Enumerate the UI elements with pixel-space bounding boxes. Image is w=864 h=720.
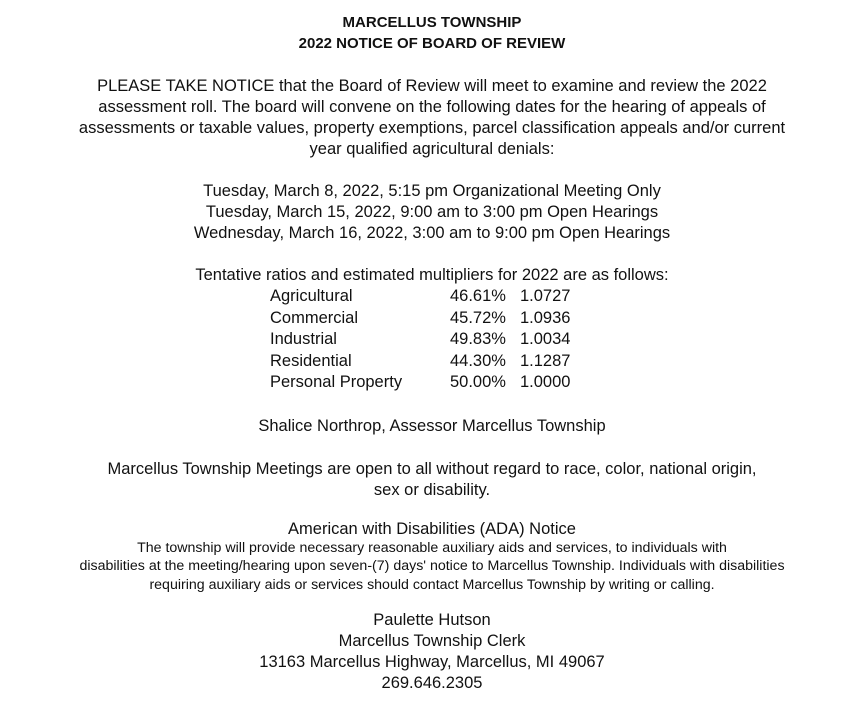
intro-line: PLEASE TAKE NOTICE that the Board of Review will meet to examine and review the 2022 — [97, 77, 767, 95]
intro-line: assessment roll. The board will convene on the following dates for the hearing of appeals of — [98, 98, 766, 116]
multiplier-value: 1.0727 — [520, 287, 571, 305]
property-class: Agricultural — [270, 287, 353, 305]
clerk-phone: 269.646.2305 — [381, 674, 483, 692]
table-row — [270, 351, 590, 373]
ada-line: The township will provide necessary reasonable auxiliary aids and services, to individuals with — [137, 539, 727, 556]
table-row — [270, 329, 590, 351]
meeting-date-item: Wednesday, March 16, 2022, 3:00 am to 9:00 pm Open Hearings — [193, 224, 671, 242]
intro-line: assessments or taxable values, property exemptions, parcel classification appeals and/or current — [78, 119, 786, 137]
table-row — [270, 286, 590, 308]
ratio-value: 45.72% — [450, 308, 506, 327]
meeting-dates — [0, 181, 864, 244]
clerk-signature-block — [0, 610, 864, 694]
ada-line: disabilities at the meeting/hearing upon seven-(7) days' notice to Marcellus Township. Individuals with disabilities — [79, 558, 785, 574]
property-class: Commercial — [270, 308, 359, 327]
nondiscrimination-statement — [52, 459, 812, 502]
multiplier-value: 1.0034 — [520, 330, 571, 348]
multiplier-value: 1.0000 — [520, 373, 571, 391]
statement-line: sex or disability. — [373, 481, 491, 499]
clerk-name: Paulette Hutson — [373, 611, 491, 629]
property-class: Residential — [270, 351, 352, 370]
meeting-date-item: Tuesday, March 8, 2022, 5:15 pm Organizational Meeting Only — [203, 182, 661, 200]
multiplier-value: 1.0936 — [520, 308, 571, 327]
ratio-value: 46.61% — [450, 287, 506, 305]
meeting-date-item: Tuesday, March 15, 2022, 9:00 am to 3:00 pm Open Hearings — [205, 203, 659, 221]
ada-heading: American with Disabilities (ADA) Notice — [288, 519, 576, 538]
multiplier-value: 1.1287 — [520, 351, 571, 370]
property-class: Industrial — [270, 330, 337, 348]
intro-paragraph — [22, 76, 842, 160]
notice-title: 2022 NOTICE OF BOARD OF REVIEW — [298, 35, 566, 52]
ada-line: requiring auxiliary aids or services should contact Marcellus Township by writing or calling. — [149, 576, 715, 593]
assessor-line: Shalice Northrop, Assessor Marcellus Township — [258, 416, 606, 435]
ratio-value: 49.83% — [450, 330, 506, 348]
property-class: Personal Property — [270, 373, 403, 391]
intro-line: year qualified agricultural denials: — [309, 140, 555, 158]
statement-line: Marcellus Township Meetings are open to all without regard to race, color, national origin, — [107, 459, 757, 478]
clerk-title: Marcellus Township Clerk — [338, 632, 526, 650]
ratio-value: 44.30% — [450, 351, 506, 370]
table-row — [270, 372, 590, 394]
ratio-value: 50.00% — [450, 373, 506, 391]
ratios-heading: Tentative ratios and estimated multipliers for 2022 are as follows: — [195, 266, 669, 284]
township-name: MARCELLUS TOWNSHIP — [342, 14, 522, 31]
clerk-address: 13163 Marcellus Highway, Marcellus, MI 49067 — [259, 653, 605, 671]
ada-notice — [12, 539, 852, 595]
table-row — [270, 308, 590, 330]
ratios-table — [270, 286, 590, 394]
notice-header — [0, 12, 864, 54]
